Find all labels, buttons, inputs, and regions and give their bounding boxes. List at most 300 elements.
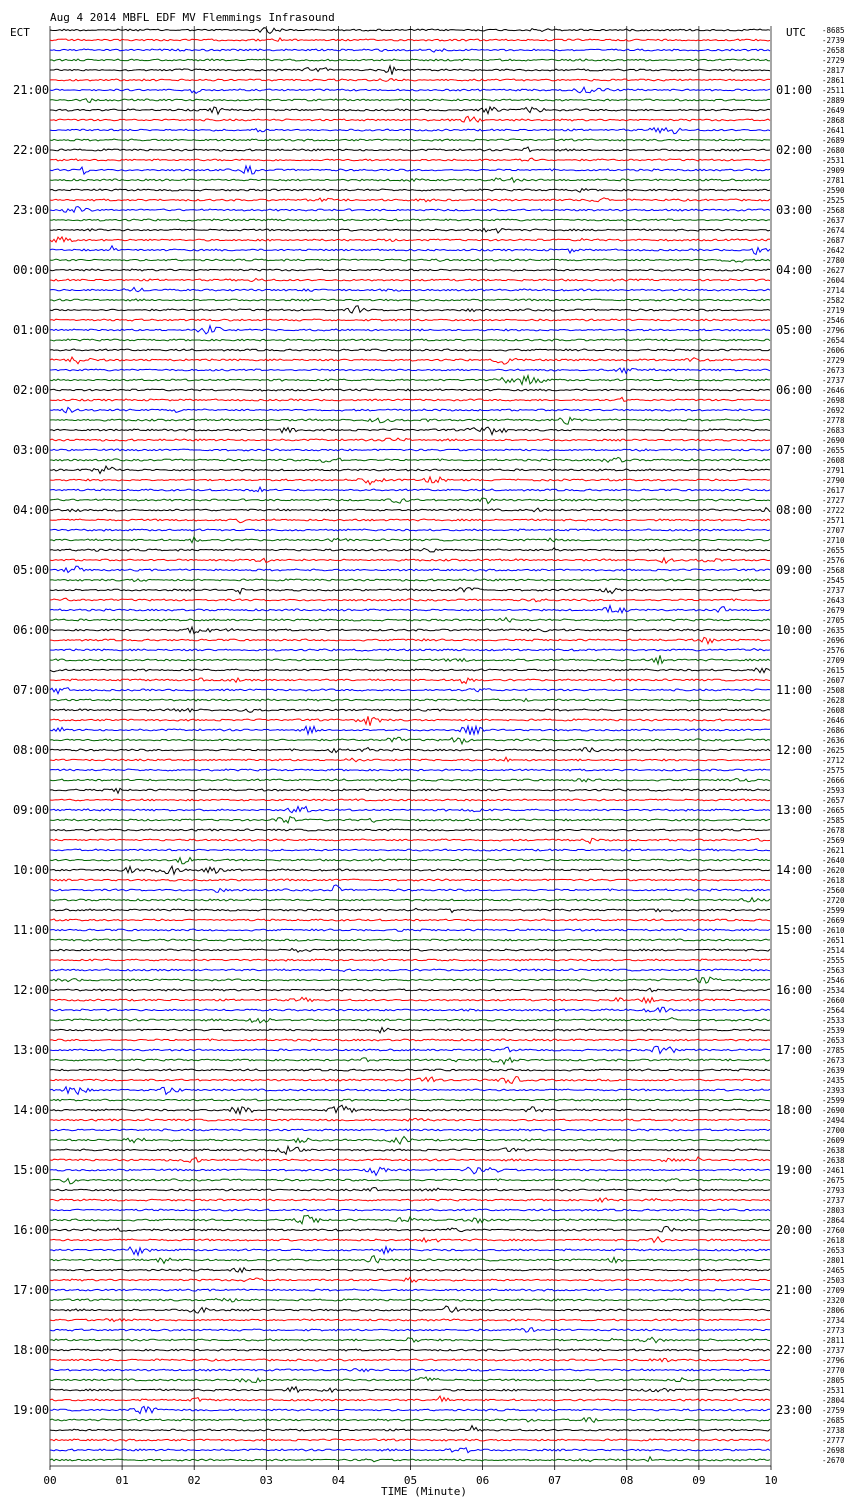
trace-value-label: -2793 xyxy=(822,1186,845,1195)
trace-value-label: -2546 xyxy=(822,976,845,985)
left-hour-label: 14:00 xyxy=(13,1103,50,1117)
trace-value-label: -2698 xyxy=(822,1446,845,1455)
trace-value-label: -2806 xyxy=(822,1306,845,1315)
trace-line xyxy=(50,1136,770,1144)
trace-line xyxy=(50,866,770,874)
trace-value-label: -2641 xyxy=(822,126,845,135)
trace-value-label: -2590 xyxy=(822,186,845,195)
trace-value-label: -2525 xyxy=(822,196,845,205)
trace-line xyxy=(50,1118,770,1121)
trace-value-label: -2707 xyxy=(822,526,845,535)
trace-value-label: -2494 xyxy=(822,1116,845,1125)
trace-line xyxy=(50,1069,770,1071)
right-hour-label: 12:00 xyxy=(776,743,813,757)
trace-line xyxy=(50,529,770,531)
trace-line xyxy=(50,1087,770,1095)
trace-line xyxy=(50,259,770,262)
right-hour-label: 10:00 xyxy=(776,623,813,637)
trace-line xyxy=(50,1306,770,1313)
trace-value-label: -2670 xyxy=(822,1456,845,1465)
x-tick-label: 04 xyxy=(331,1474,346,1487)
right-hour-label: 16:00 xyxy=(776,983,813,997)
left-hour-label: 04:00 xyxy=(13,503,50,517)
right-hour-label: 19:00 xyxy=(776,1163,813,1177)
trace-line xyxy=(50,668,770,673)
trace-value-label: -2533 xyxy=(822,1016,845,1025)
trace-value-label: -2649 xyxy=(822,106,845,115)
trace-line xyxy=(50,219,770,221)
trace-line xyxy=(50,1007,770,1012)
trace-value-label: -2571 xyxy=(822,516,845,525)
trace-line xyxy=(50,1319,770,1322)
trace-line xyxy=(50,508,770,512)
trace-value-label: -2639 xyxy=(822,1066,845,1075)
trace-value-label: -2790 xyxy=(822,476,845,485)
trace-value-label: -2563 xyxy=(822,966,845,975)
trace-value-label: -2643 xyxy=(822,596,845,605)
x-axis xyxy=(43,1466,777,1487)
trace-line xyxy=(50,1226,770,1232)
trace-value-label: -2625 xyxy=(822,746,845,755)
trace-value-label: -2638 xyxy=(822,1146,845,1155)
trace-value-label: -2560 xyxy=(822,886,845,895)
right-hour-label: 18:00 xyxy=(776,1103,813,1117)
trace-line xyxy=(50,769,770,771)
trace-line xyxy=(50,1039,770,1041)
trace-value-label: -2546 xyxy=(822,316,845,325)
trace-line xyxy=(50,1105,770,1114)
trace-line xyxy=(50,1457,770,1462)
trace-line xyxy=(50,38,770,41)
trace-line xyxy=(50,237,770,242)
trace-value-label: -8685 xyxy=(822,26,845,35)
trace-value-label: -2727 xyxy=(822,496,845,505)
trace-value-label: -2531 xyxy=(822,156,845,165)
trace-value-label: -2705 xyxy=(822,616,845,625)
left-hour-label: 19:00 xyxy=(13,1403,50,1417)
trace-value-label: -2889 xyxy=(822,96,845,105)
trace-line xyxy=(50,838,770,843)
right-hour-label: 06:00 xyxy=(776,383,813,397)
trace-value-label: -2709 xyxy=(822,1286,845,1295)
right-hour-label: 09:00 xyxy=(776,563,813,577)
trace-value-label: -2660 xyxy=(822,996,845,1005)
trace-value-label: -2714 xyxy=(822,286,845,295)
trace-line xyxy=(50,1028,770,1033)
trace-value-label: -2651 xyxy=(822,936,845,945)
trace-line xyxy=(50,737,770,744)
trace-value-label: -2653 xyxy=(822,1036,845,1045)
x-tick-label: 09 xyxy=(692,1474,706,1487)
trace-value-label: -2658 xyxy=(822,46,845,55)
trace-line xyxy=(50,977,770,983)
trace-value-label: -2673 xyxy=(822,366,845,375)
trace-value-label: -2608 xyxy=(822,456,845,465)
trace-value-label: -2785 xyxy=(822,1046,845,1055)
trace-line xyxy=(50,49,770,52)
trace-value-label: -2393 xyxy=(822,1086,845,1095)
left-hour-label: 22:00 xyxy=(13,143,50,157)
left-hour-label: 00:00 xyxy=(13,263,50,277)
trace-value-label: -2320 xyxy=(822,1296,845,1305)
left-hour-label: 21:00 xyxy=(13,83,50,97)
x-tick-label: 10 xyxy=(764,1474,778,1487)
trace-line xyxy=(50,99,770,103)
trace-line xyxy=(50,618,770,623)
trace-line xyxy=(50,919,770,921)
trace-line xyxy=(50,1396,770,1401)
right-hour-label: 07:00 xyxy=(776,443,813,457)
trace-value-label: -2568 xyxy=(822,206,845,215)
trace-value-label: -2738 xyxy=(822,1426,845,1435)
left-hour-label: 12:00 xyxy=(13,983,50,997)
trace-line xyxy=(50,1369,770,1372)
trace-value-label: -2680 xyxy=(822,146,845,155)
trace-line xyxy=(50,716,770,725)
trace-line xyxy=(50,969,770,972)
trace-line xyxy=(50,1129,770,1131)
trace-line xyxy=(50,548,770,552)
trace-value-label: -2435 xyxy=(822,1076,845,1085)
trace-value-label: -2569 xyxy=(822,836,845,845)
trace-value-label: -2781 xyxy=(822,176,845,185)
left-hour-label: 15:00 xyxy=(13,1163,50,1177)
x-tick-label: 01 xyxy=(115,1474,129,1487)
trace-line xyxy=(50,726,770,735)
trace-line xyxy=(50,1256,770,1264)
trace-value-label: -2615 xyxy=(822,666,845,675)
trace-value-label: -2722 xyxy=(822,506,845,515)
right-hour-label: 11:00 xyxy=(776,683,813,697)
trace-line xyxy=(50,449,770,451)
trace-line xyxy=(50,1298,770,1302)
trace-value-label: -2568 xyxy=(822,566,845,575)
trace-line xyxy=(50,1018,770,1023)
trace-value-label: -2654 xyxy=(822,336,845,345)
trace-value-label: -2683 xyxy=(822,426,845,435)
trace-line xyxy=(50,519,770,523)
trace-line xyxy=(50,1157,770,1162)
trace-value-label: -2737 xyxy=(822,1346,845,1355)
trace-line xyxy=(50,1046,770,1053)
left-hour-label: 10:00 xyxy=(13,863,50,877)
x-tick-label: 00 xyxy=(43,1474,57,1487)
trace-value-label: -2665 xyxy=(822,806,845,815)
trace-line xyxy=(50,487,770,492)
trace-line xyxy=(50,959,770,961)
left-hour-label: 18:00 xyxy=(13,1343,50,1357)
trace-line xyxy=(50,1358,770,1361)
trace-line xyxy=(50,688,770,694)
right-hour-label: 20:00 xyxy=(776,1223,813,1237)
trace-value-label: -2720 xyxy=(822,896,845,905)
trace-value-label: -2653 xyxy=(822,1246,845,1255)
trace-line xyxy=(50,1426,770,1431)
trace-line xyxy=(50,858,770,864)
trace-line xyxy=(50,66,770,75)
trace-line xyxy=(50,207,770,213)
x-axis-label: TIME (Minute) xyxy=(380,1485,468,1498)
trace-line xyxy=(50,319,770,321)
trace-line xyxy=(50,1377,770,1383)
trace-line xyxy=(50,1198,770,1202)
trace-line xyxy=(50,1289,770,1291)
seismic-traces xyxy=(50,28,770,1462)
trace-line xyxy=(50,376,770,385)
right-hour-label: 01:00 xyxy=(776,83,813,97)
trace-value-label: -2696 xyxy=(822,636,845,645)
trace-line xyxy=(50,466,770,473)
trace-value-label: -2868 xyxy=(822,116,845,125)
trace-value-label: -2690 xyxy=(822,1106,845,1115)
trace-line xyxy=(50,147,770,152)
right-hour-label: 03:00 xyxy=(776,203,813,217)
trace-line xyxy=(50,457,770,462)
trace-value-label: -2582 xyxy=(822,296,845,305)
trace-value-label: -2689 xyxy=(822,136,845,145)
trace-value-label: -2655 xyxy=(822,446,845,455)
left-hour-label: 11:00 xyxy=(13,923,50,937)
trace-line xyxy=(50,357,770,364)
trace-line xyxy=(50,128,770,134)
trace-line xyxy=(50,1215,770,1224)
trace-line xyxy=(50,829,770,831)
trace-line xyxy=(50,1099,770,1101)
trace-line xyxy=(50,1328,770,1333)
trace-line xyxy=(50,107,770,114)
trace-line xyxy=(50,885,770,893)
trace-value-label: -2804 xyxy=(822,1396,845,1405)
trace-line xyxy=(50,1077,770,1084)
x-tick-label: 07 xyxy=(548,1474,562,1487)
trace-value-label: -2686 xyxy=(822,726,845,735)
trace-line xyxy=(50,139,770,141)
trace-value-label: -2534 xyxy=(822,986,845,995)
trace-value-label: -2737 xyxy=(822,376,845,385)
trace-value-label: -2576 xyxy=(822,646,845,655)
trace-line xyxy=(50,655,770,664)
trace-line xyxy=(50,59,770,61)
trace-value-label: -2712 xyxy=(822,756,845,765)
trace-line xyxy=(50,637,770,643)
trace-line xyxy=(50,929,770,931)
trace-value-label: -2640 xyxy=(822,856,845,865)
trace-value-label: -2685 xyxy=(822,1416,845,1425)
trace-value-label: -2803 xyxy=(822,1206,845,1215)
trace-value-label: -2773 xyxy=(822,1326,845,1335)
trace-line xyxy=(50,709,770,713)
trace-value-label: -2503 xyxy=(822,1276,845,1285)
trace-value-label: -2678 xyxy=(822,826,845,835)
trace-value-label: -2796 xyxy=(822,1356,845,1365)
trace-value-label: -2638 xyxy=(822,1156,845,1165)
trace-value-label: -2805 xyxy=(822,1376,845,1385)
left-hour-label: 06:00 xyxy=(13,623,50,637)
trace-line xyxy=(50,397,770,401)
left-axis-label: ECT xyxy=(10,26,30,39)
trace-line xyxy=(50,1146,770,1154)
right-hour-label: 15:00 xyxy=(776,923,813,937)
trace-line xyxy=(50,598,770,602)
trace-value-label: -2599 xyxy=(822,1096,845,1105)
trace-value-label: -2729 xyxy=(822,356,845,365)
trace-value-label: -2627 xyxy=(822,266,845,275)
trace-line xyxy=(50,287,770,291)
trace-line xyxy=(50,368,770,373)
trace-line xyxy=(50,806,770,812)
trace-value-label: -2585 xyxy=(822,816,845,825)
left-hour-label: 16:00 xyxy=(13,1223,50,1237)
trace-line xyxy=(50,588,770,594)
trace-line xyxy=(50,817,770,823)
trace-line xyxy=(50,1268,770,1273)
trace-value-label: -2511 xyxy=(822,86,845,95)
trace-value-label: -2687 xyxy=(822,236,845,245)
trace-value-label: -2739 xyxy=(822,36,845,45)
trace-value-label: -2778 xyxy=(822,416,845,425)
trace-line xyxy=(50,326,770,334)
trace-value-label: -2700 xyxy=(822,1126,845,1135)
right-hour-label: 17:00 xyxy=(776,1043,813,1057)
left-hour-label: 13:00 xyxy=(13,1043,50,1057)
trace-value-label: -2539 xyxy=(822,1026,845,1035)
left-hour-label: 02:00 xyxy=(13,383,50,397)
trace-line xyxy=(50,407,770,412)
trace-value-label: -2690 xyxy=(822,436,845,445)
trace-line xyxy=(50,748,770,753)
left-hour-label: 07:00 xyxy=(13,683,50,697)
trace-line xyxy=(50,166,770,174)
trace-value-label: -2673 xyxy=(822,1056,845,1065)
trace-line xyxy=(50,1209,770,1211)
trace-value-label: -2604 xyxy=(822,276,845,285)
trace-value-label: -2777 xyxy=(822,1436,845,1445)
trace-line xyxy=(50,178,770,183)
left-hour-label: 23:00 xyxy=(13,203,50,217)
trace-line xyxy=(50,1418,770,1423)
trace-line xyxy=(50,678,770,684)
trace-line xyxy=(50,189,770,193)
trace-line xyxy=(50,939,770,941)
trace-value-label: -2780 xyxy=(822,256,845,265)
trace-line xyxy=(50,1167,770,1175)
trace-line xyxy=(50,349,770,351)
trace-value-label: -2770 xyxy=(822,1366,845,1375)
trace-value-label: -2607 xyxy=(822,676,845,685)
trace-line xyxy=(50,28,770,34)
trace-value-label: -2620 xyxy=(822,866,845,875)
trace-value-label: -2710 xyxy=(822,536,845,545)
trace-line xyxy=(50,849,770,851)
right-hour-label: 14:00 xyxy=(776,863,813,877)
trace-value-label: -2646 xyxy=(822,386,845,395)
trace-value-label: -2610 xyxy=(822,926,845,935)
trace-line xyxy=(50,427,770,435)
trace-line xyxy=(50,579,770,582)
trace-line xyxy=(50,788,770,793)
trace-line xyxy=(50,269,770,271)
trace-line xyxy=(50,699,770,702)
trace-value-label: -2461 xyxy=(822,1166,845,1175)
right-hour-label: 22:00 xyxy=(776,1343,813,1357)
right-hour-label: 05:00 xyxy=(776,323,813,337)
trace-value-label: -2674 xyxy=(822,226,845,235)
trace-line xyxy=(50,779,770,782)
trace-value-label: -2618 xyxy=(822,1236,845,1245)
trace-value-label: -2709 xyxy=(822,656,845,665)
right-hour-labels xyxy=(776,83,812,1417)
trace-line xyxy=(50,908,770,912)
trace-value-label: -2791 xyxy=(822,466,845,475)
trace-line xyxy=(50,438,770,441)
trace-value-label: -2575 xyxy=(822,766,845,775)
trace-line xyxy=(50,757,770,762)
trace-value-label: -2617 xyxy=(822,486,845,495)
x-tick-label: 08 xyxy=(620,1474,634,1487)
trace-line xyxy=(50,558,770,563)
trace-line xyxy=(50,949,770,953)
trace-value-label: -2811 xyxy=(822,1336,845,1345)
trace-line xyxy=(50,1387,770,1393)
trace-value-label: -2465 xyxy=(822,1266,845,1275)
left-hour-labels xyxy=(13,83,49,1417)
trace-value-label: -2861 xyxy=(822,76,845,85)
trace-value-label: -2737 xyxy=(822,586,845,595)
left-hour-label: 09:00 xyxy=(13,803,50,817)
x-tick-label: 03 xyxy=(259,1474,273,1487)
right-hour-label: 13:00 xyxy=(776,803,813,817)
trace-value-label: -2576 xyxy=(822,556,845,565)
trace-line xyxy=(50,389,770,391)
trace-value-labels xyxy=(822,26,845,1465)
trace-line xyxy=(50,1439,770,1441)
trace-line xyxy=(50,1448,770,1453)
trace-value-label: -2545 xyxy=(822,576,845,585)
trace-value-label: -2618 xyxy=(822,876,845,885)
trace-value-label: -2608 xyxy=(822,706,845,715)
trace-line xyxy=(50,79,770,82)
trace-value-label: -2698 xyxy=(822,396,845,405)
trace-line xyxy=(50,278,770,281)
trace-value-label: -2514 xyxy=(822,946,845,955)
trace-value-label: -2817 xyxy=(822,66,845,75)
trace-value-label: -2628 xyxy=(822,696,845,705)
trace-value-label: -2692 xyxy=(822,406,845,415)
trace-line xyxy=(50,158,770,161)
trace-value-label: -2675 xyxy=(822,1176,845,1185)
trace-line xyxy=(50,1349,770,1351)
trace-value-label: -2564 xyxy=(822,1006,845,1015)
trace-line xyxy=(50,1277,770,1282)
trace-value-label: -2606 xyxy=(822,346,845,355)
trace-line xyxy=(50,339,770,341)
trace-line xyxy=(50,306,770,313)
trace-line xyxy=(50,1188,770,1192)
trace-line xyxy=(50,1247,770,1256)
trace-value-label: -2759 xyxy=(822,1406,845,1415)
trace-value-label: -2508 xyxy=(822,686,845,695)
left-hour-label: 01:00 xyxy=(13,323,50,337)
trace-value-label: -2642 xyxy=(822,246,845,255)
trace-line xyxy=(50,537,770,543)
left-hour-label: 03:00 xyxy=(13,443,50,457)
trace-line xyxy=(50,87,770,93)
right-hour-label: 23:00 xyxy=(776,1403,813,1417)
trace-line xyxy=(50,627,770,634)
trace-line xyxy=(50,1058,770,1065)
trace-line xyxy=(50,417,770,424)
right-hour-label: 04:00 xyxy=(776,263,813,277)
